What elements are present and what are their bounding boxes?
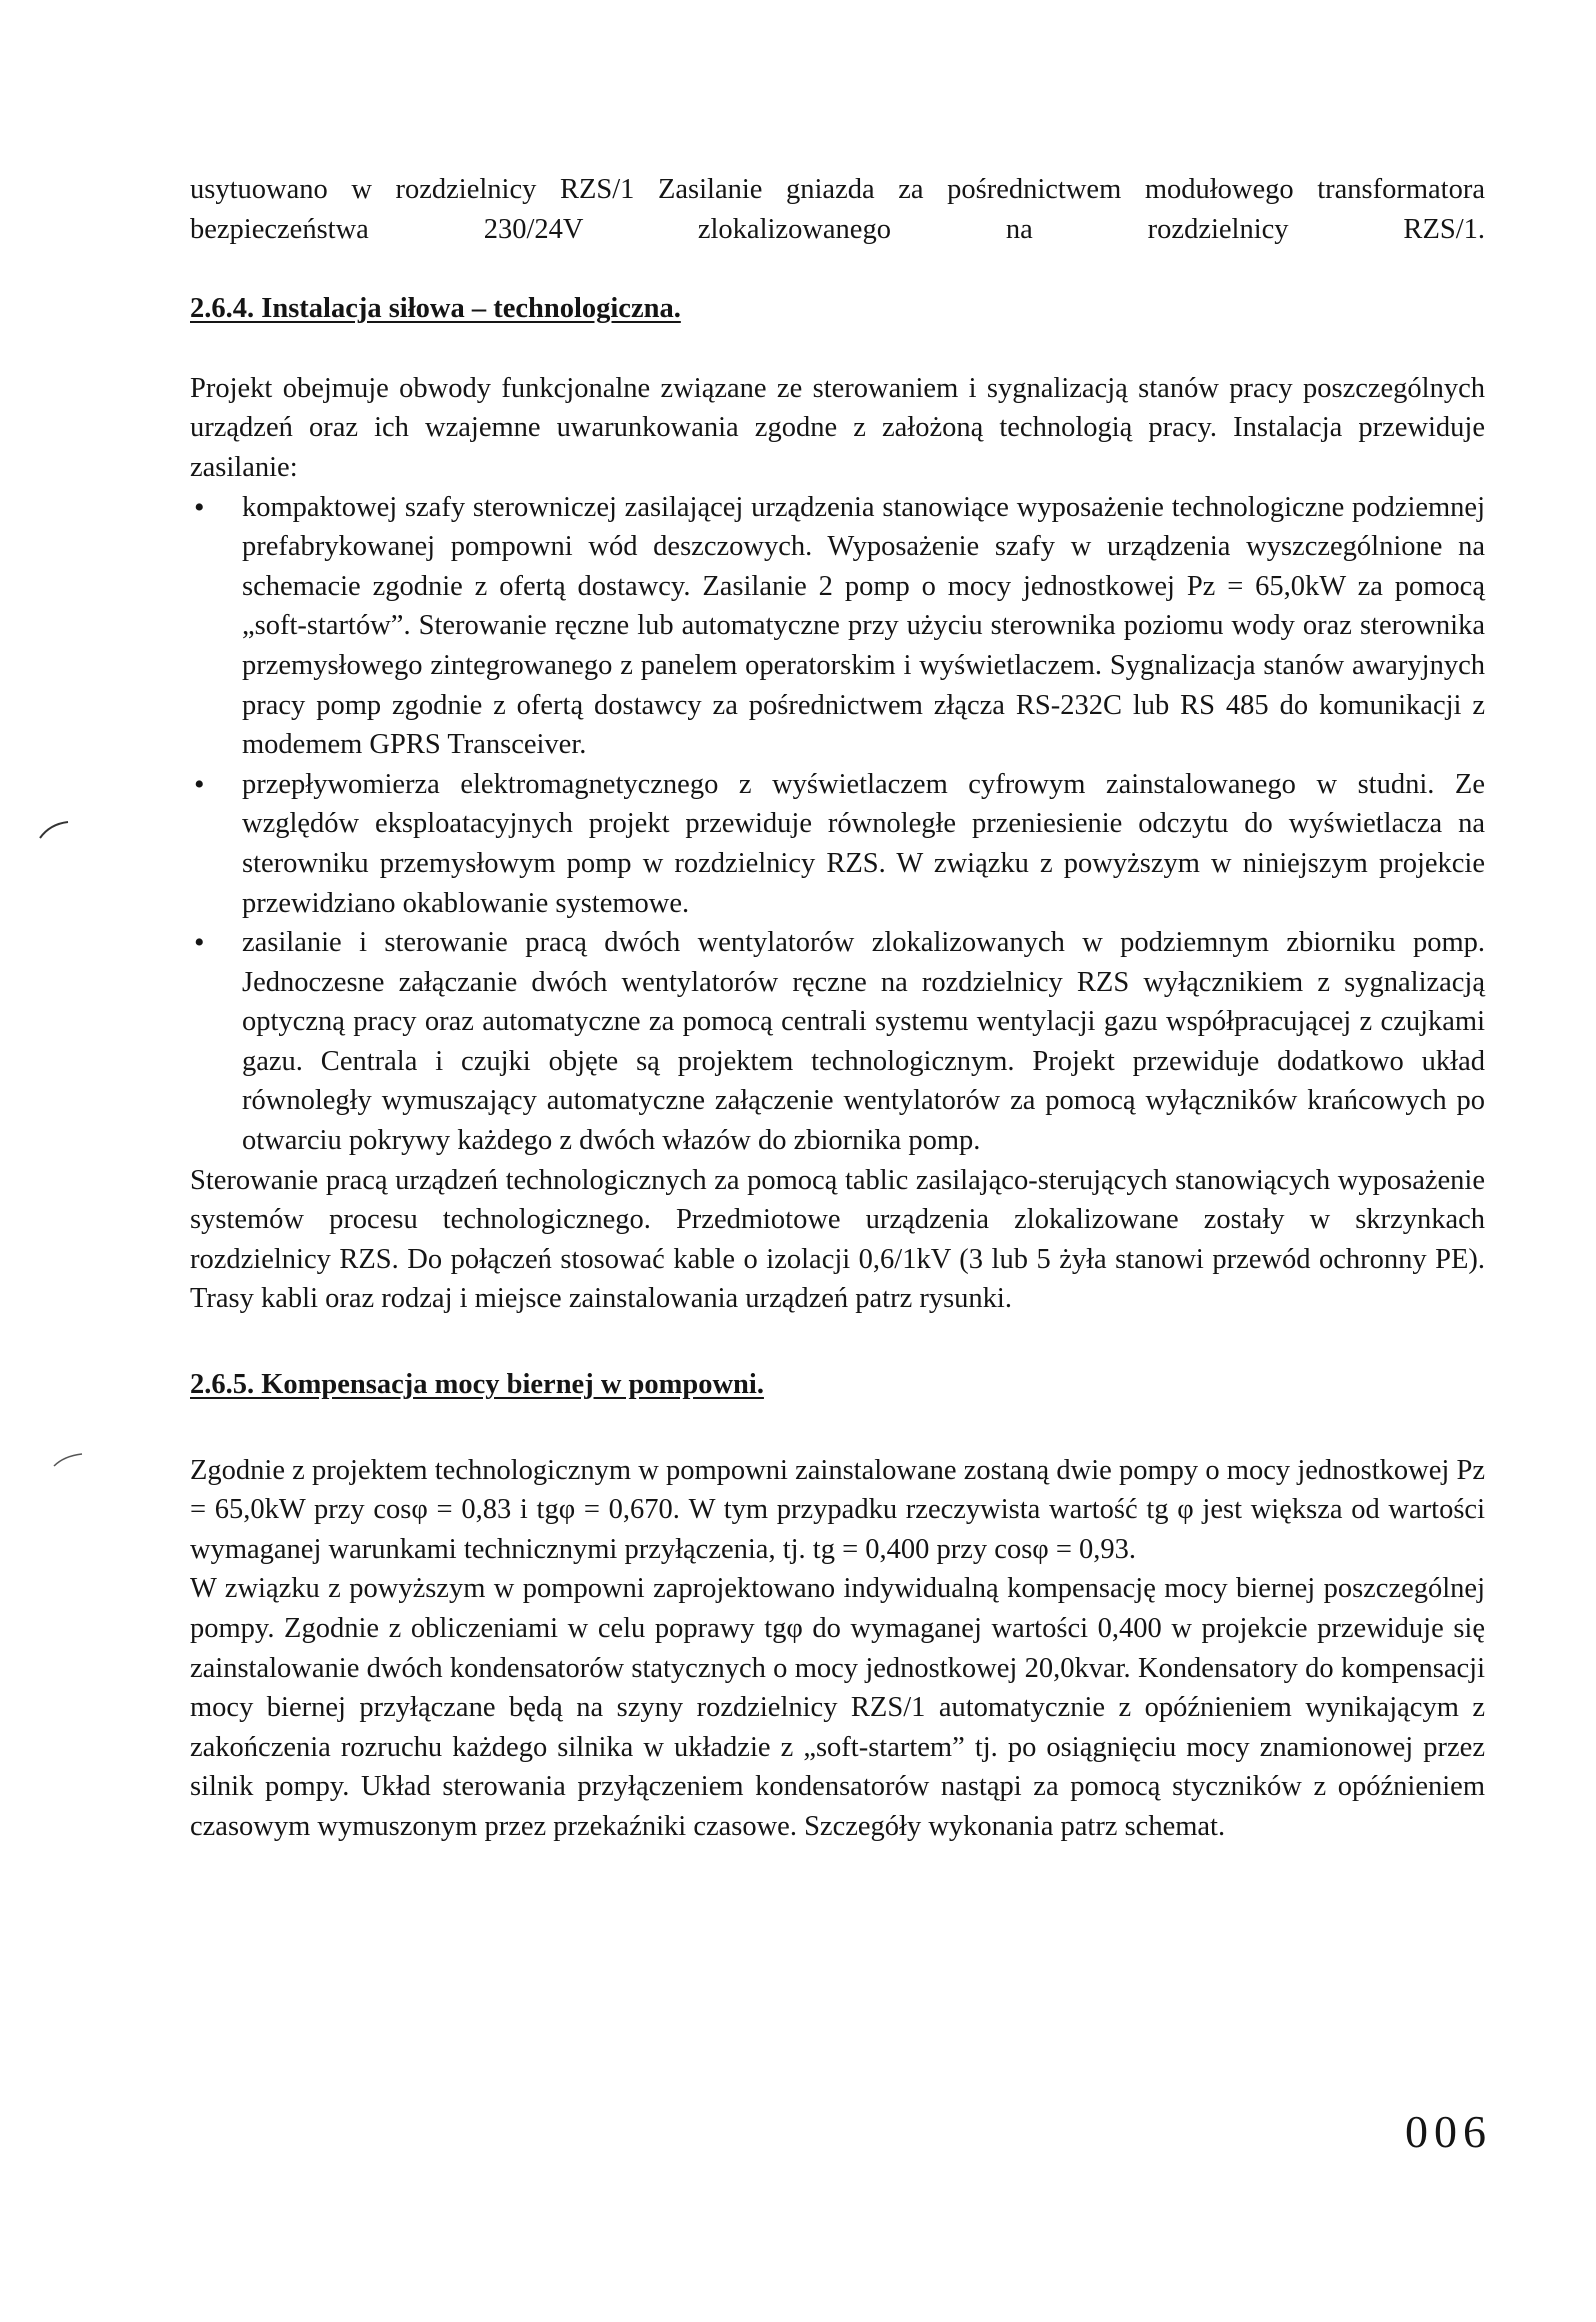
scan-mark-left-1 xyxy=(38,818,72,842)
section-heading-2-6-4: 2.6.4. Instalacja siłowa – technologiczna. xyxy=(190,293,681,325)
list-item: • przepływomierza elektromagnetycznego z wyświetlaczem cyfrowym zainstalowanego w studni. Ze względów eksploatacyjnych projekt przewiduje równoległe przeniesienie odczytu do wyświetlacza na sterowniku przemysłowym pomp w rozdzielnicy RZS. W związku z powyższym w niniejszym projekcie przewidziano okablowanie systemowe. xyxy=(190,765,1485,923)
scan-mark-left-2 xyxy=(52,1450,86,1470)
page-number: 006 xyxy=(1405,2106,1492,2157)
list-item: • kompaktowej szafy sterowniczej zasilającej urządzenia stanowiące wyposażenie technologiczne podziemnej prefabrykowanej pompowni wód deszczowych. Wyposażenie szafy w urządzenia wyszczególnione na schemacie zgodnie z ofertą dostawcy. Zasilanie 2 pomp o mocy jednostkowej Pz = 65,0kW za pomocą „soft-startów”. Sterowanie ręczne lub automatyczne przy użyciu sterownika poziomu wody oraz sterownika przemysłowego zintegrowanego z panelem operatorskim i wyświetlaczem. Sygnalizacja stanów awaryjnych pracy pomp zgodnie z ofertą dostawcy za pośrednictwem złącza RS-232C lub RS 485 do komunikacji z modemem GPRS Transceiver. xyxy=(190,488,1485,765)
list-item: • zasilanie i sterowanie pracą dwóch wentylatorów zlokalizowanych w podziemnym zbiorniku pomp. Jednoczesne załączanie dwóch wentylatorów ręczne na rozdzielnicy RZS wyłącznikiem z sygnalizacją optyczną pracy oraz automatyczne za pomocą centrali systemu wentylacji gazu współpracującej z czujkami gazu. Centrala i czujki objęte są projektem technologicznym. Projekt przewiduje dodatkowo układ równoległy wymuszający automatyczne załączenie wentylatorów za pomocą wyłączników krańcowych po otwarciu pokrywy każdego z dwóch włazów do zbiornika pomp. xyxy=(190,923,1485,1161)
section-2-6-5-paragraph-1: Zgodnie z projektem technologicznym w pompowni zainstalowane zostaną dwie pompy o mocy jednostkowej Pz = 65,0kW przy cosφ = 0,83 i tgφ = 0,670. W tym przypadku rzeczywista wartość tg φ jest większa od wartości wymaganej warunkami technicznymi przyłączenia, tj. tg = 0,400 przy cosφ = 0,93. xyxy=(190,1454,1485,1565)
section-2-6-4-intro: Projekt obejmuje obwody funkcjonalne związane ze sterowaniem i sygnalizacją stanów pracy poszczególnych urządzeń oraz ich wzajemne uwarunkowania zgodne z założoną technologią pracy. Instalacja przewiduje zasilanie: xyxy=(190,372,1485,483)
document-body xyxy=(190,170,1485,1847)
section-2-6-4-closing: Sterowanie pracą urządzeń technologicznych za pomocą tablic zasilająco-sterujących stanowiących wyposażenie systemów procesu technologicznego. Przedmiotowe urządzenia zlokalizowane zostały w skrzynkach rozdzielnicy RZS. Do połączeń stosować kable o izolacji 0,6/1kV (3 lub 5 żyła stanowi przewód ochronny PE). Trasy kabli oraz rodzaj i miejsce zainstalowania urządzeń patrz rysunki. xyxy=(190,1164,1485,1315)
section-2-6-5-paragraph-2: W związku z powyższym w pompowni zaprojektowano indywidualną kompensację mocy biernej poszczególnej pompy. Zgodnie z obliczeniami w celu poprawy tgφ do wymaganej wartości 0,400 w projekcie przewiduje się zainstalowanie dwóch kondensatorów statycznych o mocy jednostkowej 20,0kvar. Kondensatory do kompensacji mocy biernej przyłączane będą na szyny rozdzielnicy RZS/1 automatycznie z opóźnieniem wynikającym z zakończenia rozruchu każdego silnika w układzie z „soft-startem” tj. po osiągnięciu mocy znamionowej przez silnik pompy. Układ sterowania przyłączeniem kondensatorów nastąpi za pomocą styczników z opóźnieniem czasowym wymuszonym przez przekaźniki czasowe. Szczegóły wykonania patrz schemat. xyxy=(190,1573,1485,1842)
intro-paragraph: usytuowano w rozdzielnicy RZS/1 Zasilanie gniazda za pośrednictwem modułowego transformatora bezpieczeństwa 230/24V zlokalizowanego na rozdzielnicy RZS/1. xyxy=(190,174,1485,245)
section-heading-2-6-5: 2.6.5. Kompensacja mocy biernej w pompowni. xyxy=(190,1369,764,1401)
supply-list xyxy=(190,488,1485,1161)
